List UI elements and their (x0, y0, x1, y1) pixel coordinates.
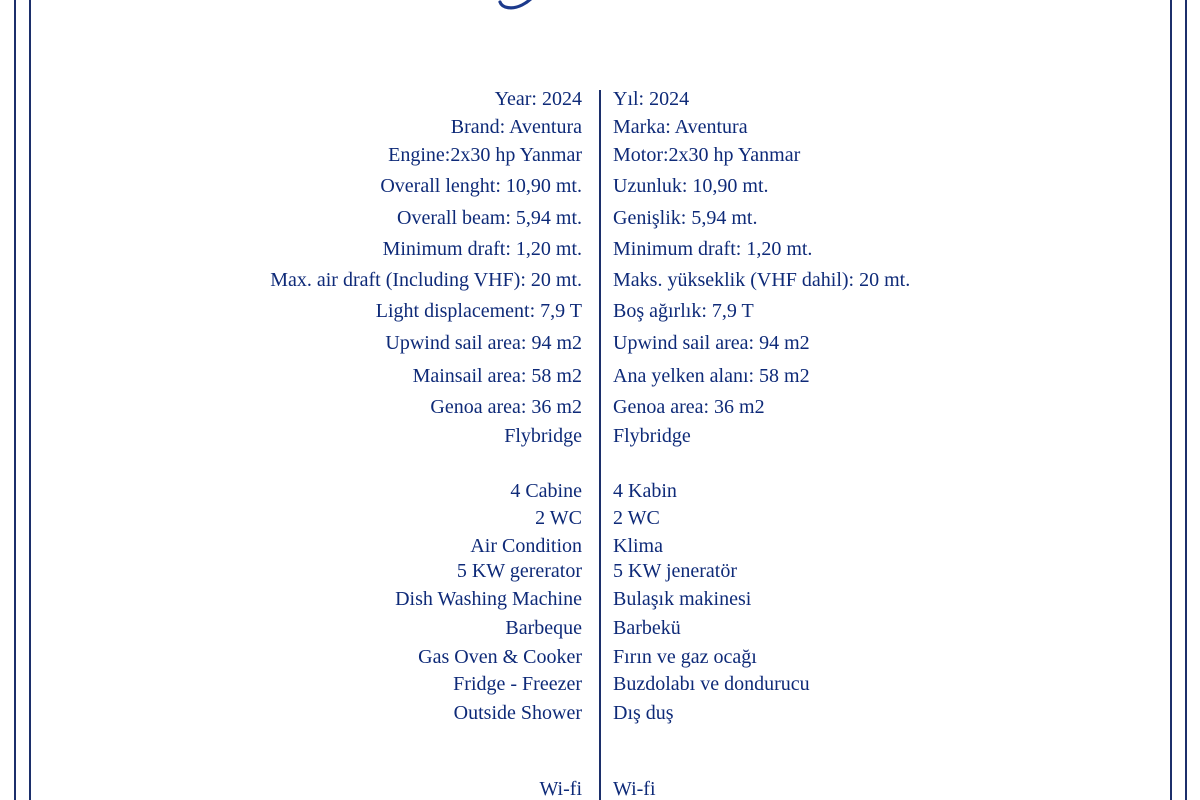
spec-tr: Genoa area: 36 m2 (613, 396, 765, 418)
spec-row (0, 394, 1200, 420)
amenity-tr: Barbekü (613, 617, 681, 639)
spec-en: Minimum draft: 1,20 mt. (382, 238, 582, 260)
spec-en: Light displacement: 7,9 T (375, 300, 582, 322)
spec-en: Overall beam: 5,94 mt. (397, 207, 582, 229)
extra-en: Wi-fi (539, 778, 582, 800)
amenity-en: 5 KW gererator (456, 560, 582, 582)
spec-tr: Upwind sail area: 94 m2 (613, 332, 810, 354)
amenity-row (0, 505, 1200, 531)
amenity-en: Gas Oven & Cooker (418, 646, 582, 668)
amenity-tr: 2 WC (613, 507, 660, 529)
spec-row (0, 142, 1200, 168)
amenity-en: Fridge - Freezer (453, 673, 582, 695)
spec-row (0, 114, 1200, 140)
spec-tr: Maks. yükseklik (VHF dahil): 20 mt. (613, 269, 911, 291)
amenity-en: Outside Shower (453, 702, 582, 724)
spec-en: Engine:2x30 hp Yanmar (388, 144, 582, 166)
amenity-row (0, 700, 1200, 726)
spec-row (0, 363, 1200, 389)
spec-row (0, 298, 1200, 324)
spec-en: Mainsail area: 58 m2 (412, 365, 582, 387)
spec-en: Overall lenght: 10,90 mt. (380, 175, 582, 197)
spec-en: Year: 2024 (494, 88, 582, 110)
spec-tr: Yıl: 2024 (613, 88, 690, 110)
spec-en: Max. air draft (Including VHF): 20 mt. (270, 269, 582, 291)
amenity-row (0, 586, 1200, 612)
spec-tr: Boş ağırlık: 7,9 T (613, 300, 754, 322)
spec-tr: Flybridge (613, 425, 691, 447)
spec-en: Flybridge (504, 425, 582, 447)
amenity-tr: Bulaşık makinesi (613, 588, 752, 610)
amenity-tr: Klima (613, 535, 663, 557)
amenity-tr: Buzdolabı ve dondurucu (613, 673, 810, 695)
amenity-tr: Fırın ve gaz ocağı (613, 646, 757, 668)
spec-tr: Uzunluk: 10,90 mt. (613, 175, 769, 197)
spec-en: Upwind sail area: 94 m2 (385, 332, 582, 354)
amenity-row (0, 533, 1200, 559)
spec-row (0, 173, 1200, 199)
spec-row (0, 423, 1200, 449)
spec-tr: Motor:2x30 hp Yanmar (613, 144, 801, 166)
spec-row (0, 267, 1200, 293)
amenity-row (0, 671, 1200, 697)
script-flourish-icon (486, 0, 576, 28)
extra-tr: Wi-fi (613, 778, 656, 800)
amenity-en: Dish Washing Machine (395, 588, 582, 610)
spec-tr: Marka: Aventura (613, 116, 748, 138)
amenity-en: 4 Cabine (510, 480, 582, 502)
amenity-row (0, 644, 1200, 670)
amenity-en: 2 WC (535, 507, 582, 529)
amenity-row (0, 478, 1200, 504)
spec-en: Brand: Aventura (450, 116, 582, 138)
amenity-row (0, 615, 1200, 641)
amenity-tr: Dış duş (613, 702, 674, 724)
spec-row (0, 86, 1200, 112)
spec-tr: Ana yelken alanı: 58 m2 (613, 365, 810, 387)
spec-row (0, 205, 1200, 231)
amenity-en: Air Condition (470, 535, 582, 557)
spec-row (0, 330, 1200, 356)
extra-row (0, 776, 1200, 800)
spec-en: Genoa area: 36 m2 (430, 396, 582, 418)
amenity-tr: 5 KW jeneratör (613, 560, 738, 582)
amenity-tr: 4 Kabin (613, 480, 677, 502)
spec-tr: Minimum draft: 1,20 mt. (613, 238, 813, 260)
amenity-en: Barbeque (505, 617, 582, 639)
spec-row (0, 236, 1200, 262)
spec-tr: Genişlik: 5,94 mt. (613, 207, 758, 229)
amenity-row (0, 558, 1200, 584)
